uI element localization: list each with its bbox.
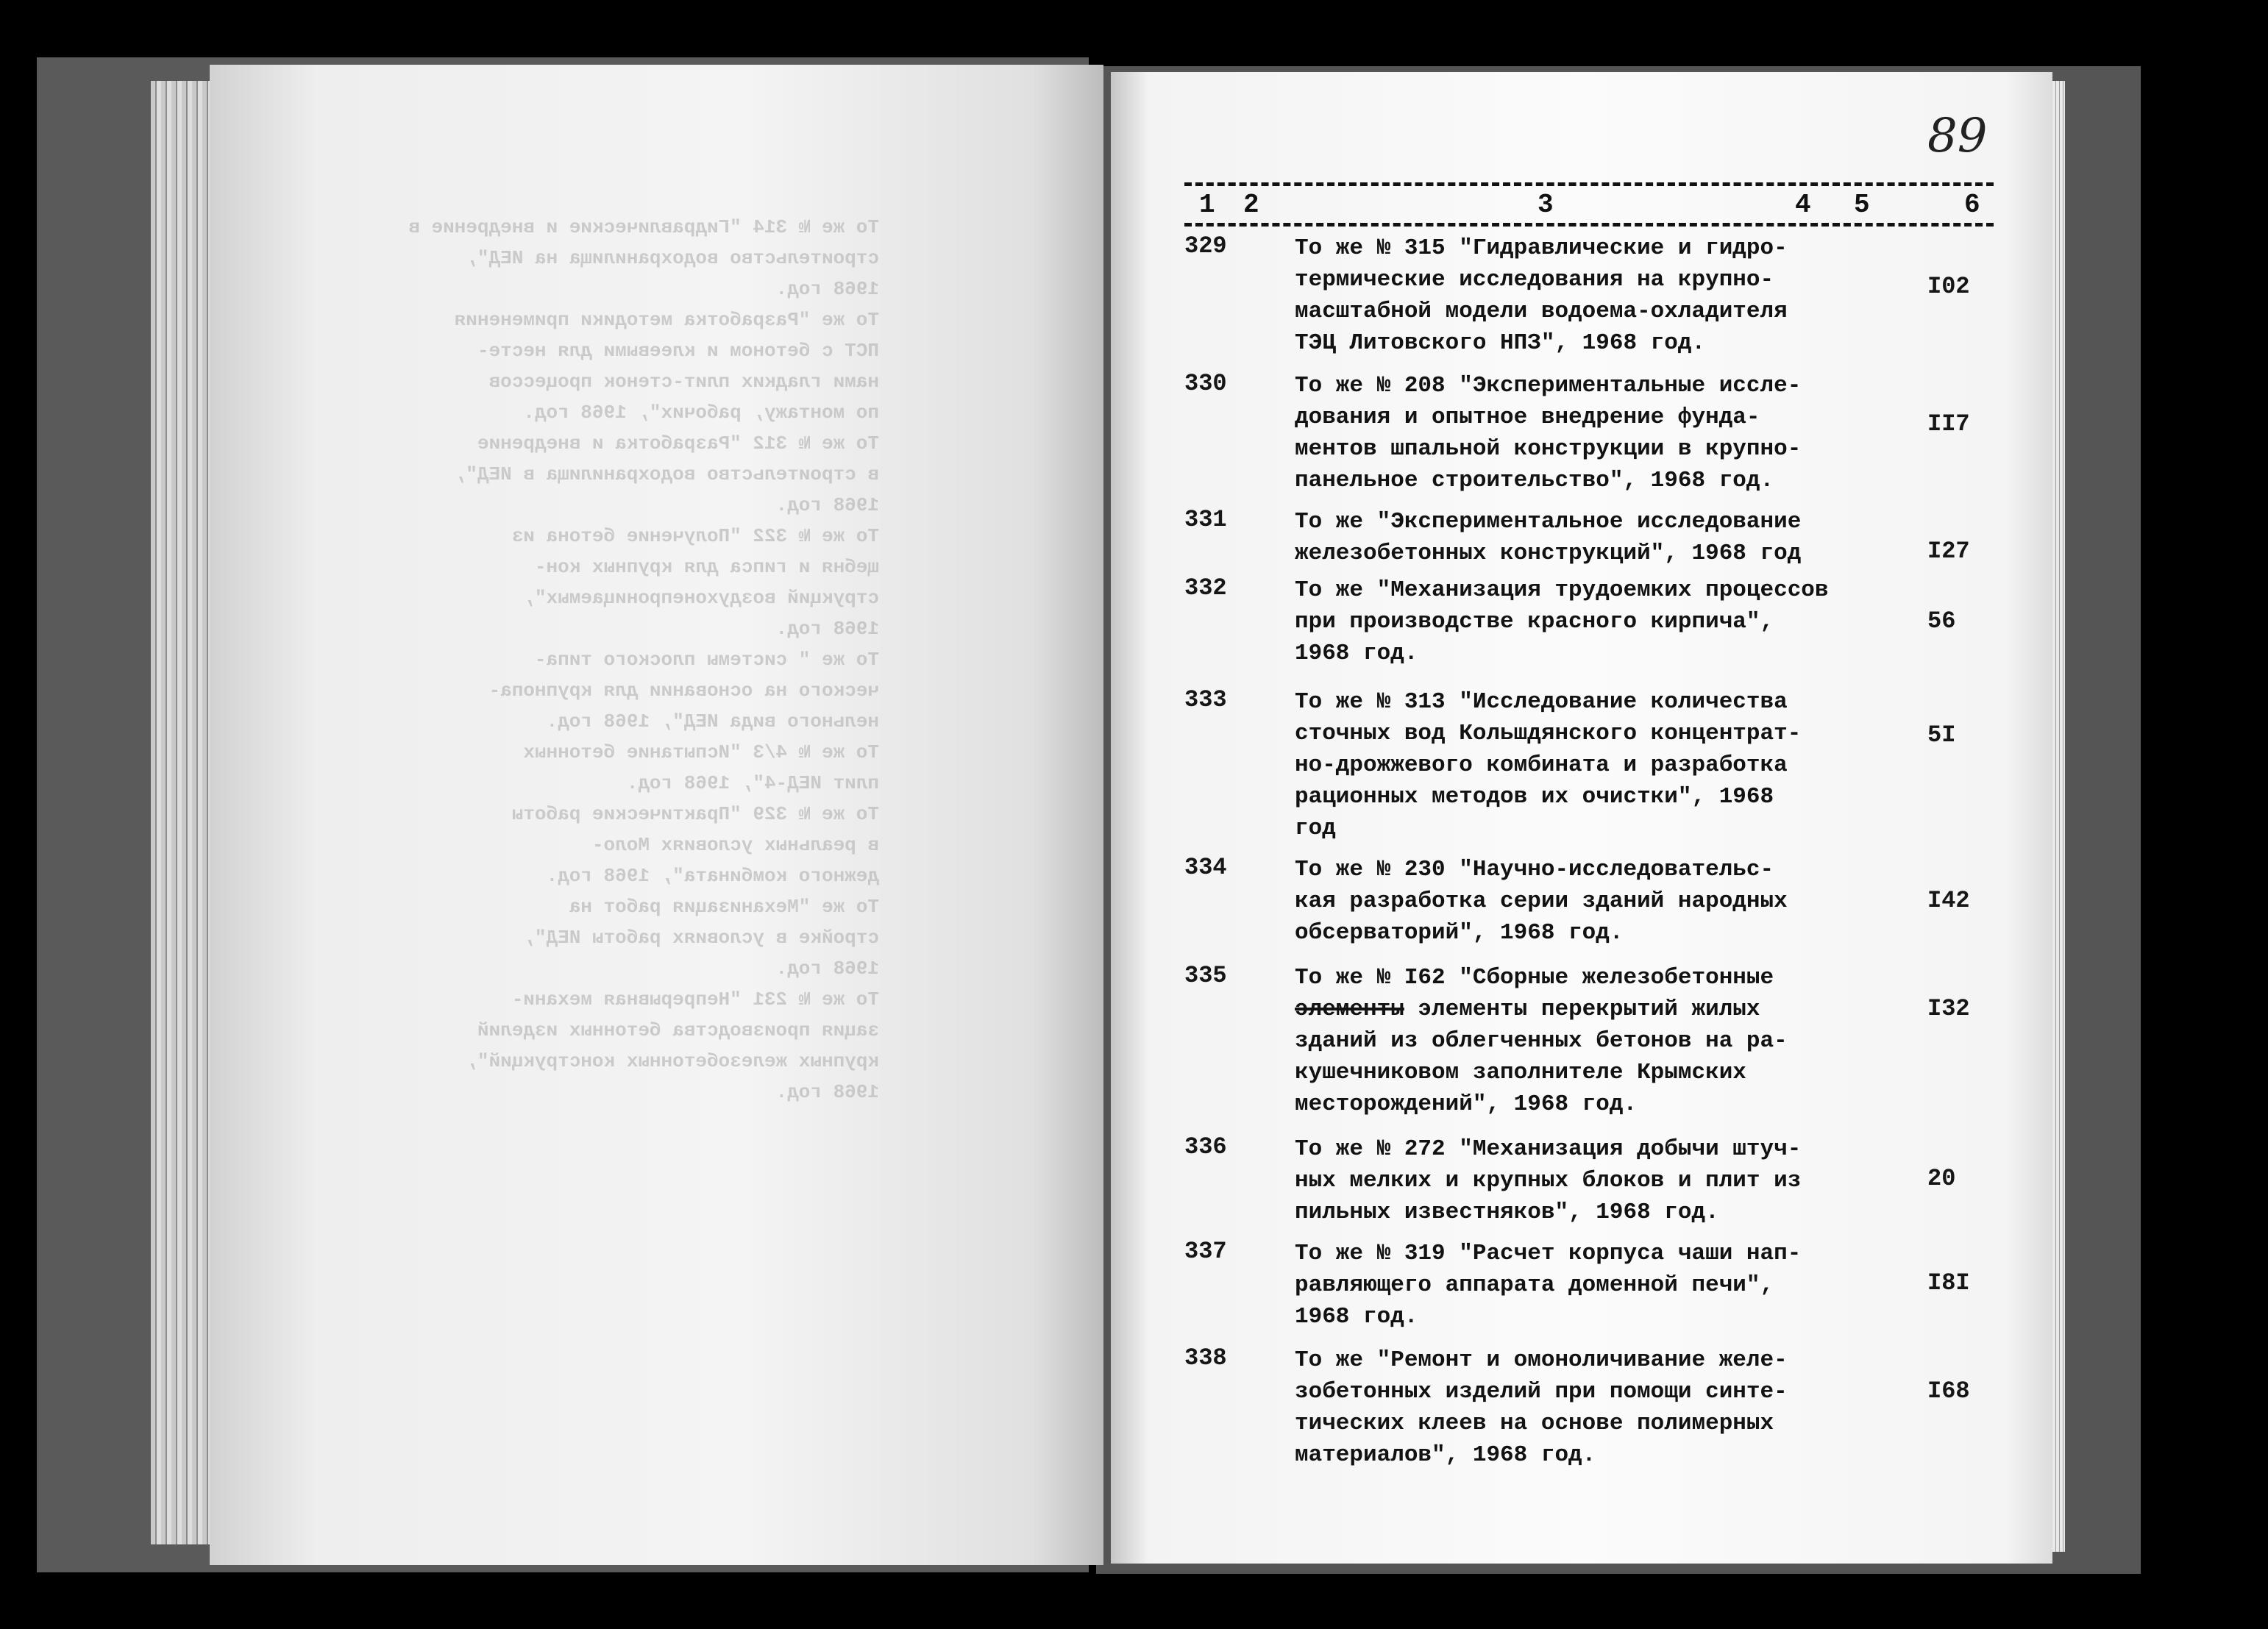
entry-description: То же "Ремонт и омоноличивание желе- зобетонных изделий при помощи синте- тических клеев на основе полимерных материалов", 1968 год. bbox=[1295, 1347, 1788, 1468]
entry-value: 56 bbox=[1927, 607, 1956, 635]
bleed-through-line: 1968 год. bbox=[775, 1081, 879, 1103]
entry-value: I02 bbox=[1927, 273, 1970, 300]
entry-number: 330 bbox=[1184, 370, 1227, 397]
bleed-through-line: стройке в условиях работы ИЕД", bbox=[523, 927, 879, 949]
entry-description: То же "Экспериментальное исследование железобетонных конструкций", 1968 год bbox=[1295, 509, 1802, 566]
entry-number: 335 bbox=[1184, 962, 1227, 989]
header-rule-top bbox=[1184, 182, 1994, 186]
column-header-2: 2 bbox=[1243, 190, 1259, 220]
left-page bbox=[210, 65, 1103, 1565]
column-header-3: 3 bbox=[1538, 190, 1554, 220]
bleed-through-text bbox=[408, 212, 879, 1108]
bleed-through-line: То же "Механизация работ на bbox=[569, 896, 879, 918]
struck-out-word: элементы bbox=[1295, 997, 1404, 1022]
bleed-through-line: 1968 год. bbox=[775, 278, 879, 300]
bleed-through-line: То же № 231 "Непрерывная механи- bbox=[511, 988, 879, 1010]
entry-number: 337 bbox=[1184, 1238, 1227, 1265]
column-header-4: 4 bbox=[1795, 190, 1811, 220]
bleed-through-line: в строительство водохранилища в ИЕД", bbox=[454, 463, 879, 485]
entry-text-rest: элементы перекрытий жилых зданий из облегченных бетонов на ра- кушечниковом заполнителе Крымских месторождений", 1968 год. bbox=[1295, 997, 1788, 1117]
entry-description: То же № 315 "Гидравлические и гидро- термические исследования на крупно- масштабной модели водоема-охладителя ТЭЦ Литовского НПЗ", 1968 год. bbox=[1295, 235, 1788, 356]
page-stack-edges bbox=[151, 81, 217, 1544]
entry-number: 332 bbox=[1184, 574, 1227, 602]
bleed-through-line: щебня и гипса для крупных кон- bbox=[534, 556, 879, 578]
bleed-through-line: ческого на основании для крупнопа- bbox=[488, 680, 879, 702]
bleed-through-line: То же № 329 "Практические работы bbox=[511, 803, 879, 825]
bleed-through-line: 1968 год. bbox=[775, 618, 879, 640]
bleed-through-line: дежного комбината", 1968 год. bbox=[546, 865, 879, 887]
page-folio-number: 89 bbox=[1927, 109, 1988, 163]
entry-description: То же "Механизация трудоемких процессов при производстве красного кирпича", 1968 год. bbox=[1295, 577, 1829, 666]
entry-value: I8I bbox=[1927, 1269, 1970, 1297]
bleed-through-line: 1968 год. bbox=[775, 958, 879, 980]
entry-description: То же № 230 "Научно-исследовательс- кая разработка серии зданий народных обсерваторий", 1968 год. bbox=[1295, 857, 1788, 946]
entry-description: То же № 313 "Исследование количества сточных вод Кольшдянского концентрат- но-дрожжевого комбината и разработка рационных методов их очистки", 1968 год bbox=[1295, 689, 1802, 841]
bleed-through-line: струкций воздухонепроницаемых", bbox=[523, 587, 879, 609]
bleed-through-line: То же № 314 "Гидравлические и внедрение в bbox=[408, 216, 879, 238]
entry-value: 5I bbox=[1927, 721, 1956, 749]
entry-description: То же № 319 "Расчет корпуса чаши нап- равляющего аппарата доменной печи", 1968 год. bbox=[1295, 1241, 1802, 1330]
bleed-through-line: строительство водохранилища на ИЕД", bbox=[466, 247, 879, 269]
entry-description bbox=[1295, 962, 1854, 1120]
bleed-through-line: То же "Разработка методики применения bbox=[454, 309, 879, 331]
bleed-through-line: нельного вида ИЕД", 1968 год. bbox=[546, 710, 879, 732]
entry-description: То же № 272 "Механизация добычи штуч- ных мелких и крупных блоков и плит из пильных известняков", 1968 год. bbox=[1295, 1136, 1802, 1225]
bleed-through-line: плит ИЕД-4", 1968 год. bbox=[626, 772, 879, 794]
header-rule-bottom bbox=[1184, 223, 1994, 227]
bleed-through-line: в реальных условиях Моло- bbox=[591, 834, 879, 856]
entry-number: 334 bbox=[1184, 854, 1227, 881]
bleed-through-line: нами гладких плит-стенок процессов bbox=[488, 371, 879, 393]
bleed-through-line: То же № 312 "Разработка и внедрение bbox=[477, 432, 879, 455]
bleed-through-line: по монтажу, рабочих", 1968 год. bbox=[523, 402, 879, 424]
entry-value: II7 bbox=[1927, 410, 1970, 438]
entry-value: I32 bbox=[1927, 995, 1970, 1022]
column-header-1: 1 bbox=[1199, 190, 1215, 220]
bleed-through-line: крупных железобетонных конструкций", bbox=[466, 1050, 879, 1072]
entry-value: I68 bbox=[1927, 1377, 1970, 1405]
entry-number: 336 bbox=[1184, 1133, 1227, 1161]
entry-text-first-line: То же № I62 "Сборные железобетонные bbox=[1295, 965, 1774, 991]
entry-description: То же № 208 "Экспериментальные иссле- дования и опытное внедрение фунда- ментов шпальной конструкции в крупно- панельное строительство", 1968 год. bbox=[1295, 373, 1802, 493]
bleed-through-line: То же № 322 "Получение бетона из bbox=[511, 525, 879, 547]
bleed-through-line: зация производства бетонных изделий bbox=[477, 1019, 879, 1041]
entry-number: 333 bbox=[1184, 686, 1227, 713]
entry-value: I42 bbox=[1927, 887, 1970, 914]
entry-value: 20 bbox=[1927, 1165, 1956, 1192]
entry-number: 329 bbox=[1184, 232, 1227, 260]
bleed-through-line: То же № 4/3 "Испытание бетонных bbox=[523, 741, 879, 763]
entry-value: I27 bbox=[1927, 538, 1970, 565]
right-page bbox=[1111, 72, 2052, 1564]
entry-number: 331 bbox=[1184, 506, 1227, 533]
entry-number: 338 bbox=[1184, 1344, 1227, 1372]
bleed-through-line: 1968 год. bbox=[775, 494, 879, 516]
column-header-5: 5 bbox=[1854, 190, 1870, 220]
bleed-through-line: ПСТ с бетоном и клеевыми для несте- bbox=[477, 340, 879, 362]
bleed-through-line: То же " системы плоского типа- bbox=[534, 649, 879, 671]
column-header-6: 6 bbox=[1964, 190, 1980, 220]
